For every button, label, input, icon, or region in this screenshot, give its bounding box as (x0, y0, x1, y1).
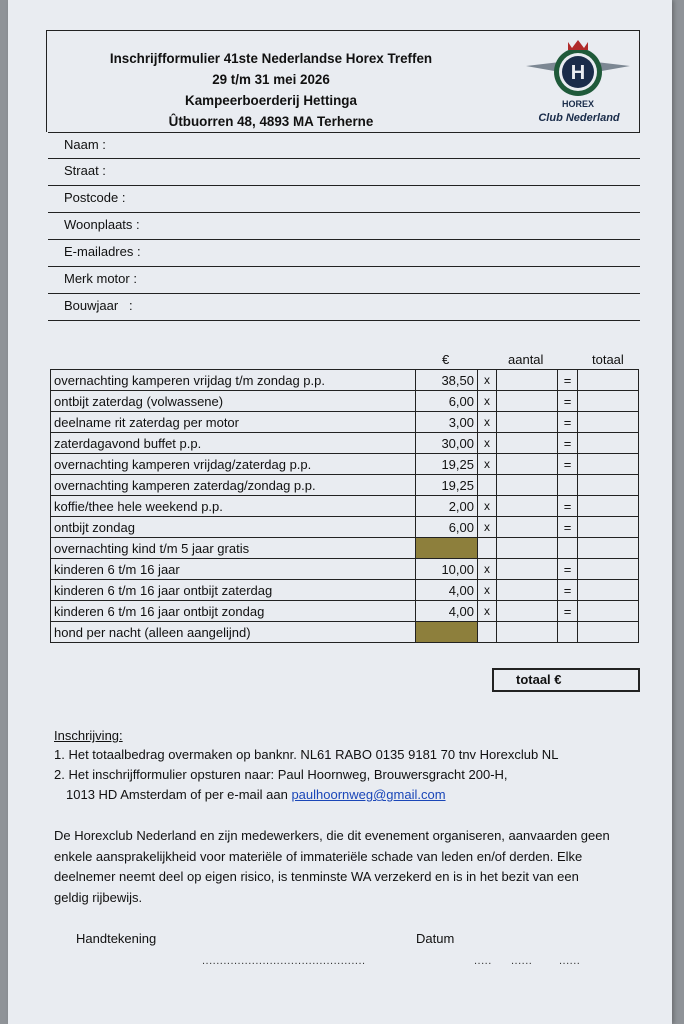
row-multiply: x (478, 454, 497, 475)
row-total-input[interactable] (578, 391, 639, 412)
datum-label: Datum (416, 931, 455, 946)
totaal-box[interactable]: totaal € (492, 668, 640, 692)
row-price: 6,00 (416, 517, 478, 538)
form-sheet (8, 0, 672, 1024)
price-row (51, 580, 639, 601)
row-equals (558, 475, 578, 496)
price-row (51, 559, 639, 580)
price-row (51, 391, 639, 412)
header-title (48, 48, 494, 132)
header-line-1: Inschrijfformulier 41ste Nederlandse Horex Treffen (109, 51, 433, 66)
row-total-input[interactable] (578, 370, 639, 391)
row-price: 4,00 (416, 580, 478, 601)
row-description: overnachting kamperen vrijdag t/m zondag p.p. (51, 370, 416, 391)
row-multiply (478, 622, 497, 643)
field-emailadres[interactable]: E-mailadres : (48, 240, 640, 267)
row-equals: = (558, 454, 578, 475)
logo-letter: H (570, 62, 586, 84)
row-price: 30,00 (416, 433, 478, 454)
col-head-totaal: totaal (592, 352, 624, 367)
handtekening-label: Handtekening (76, 931, 157, 946)
row-description: kinderen 6 t/m 16 jaar ontbijt zaterdag (51, 580, 416, 601)
row-aantal-input[interactable] (497, 538, 558, 559)
price-row (51, 433, 639, 454)
field-merk-motor[interactable]: Merk motor : (48, 267, 640, 294)
row-description: overnachting kamperen vrijdag/zaterdag p.p. (51, 454, 416, 475)
price-row (51, 622, 639, 643)
row-multiply: x (478, 496, 497, 517)
price-row (51, 412, 639, 433)
col-head-aantal: aantal (508, 352, 544, 367)
row-aantal-input[interactable] (497, 454, 558, 475)
disclaimer-text: De Horexclub Nederland en zijn medewerkers, die dit evenement organiseren, aanvaarden geen enkele aansprakelijkheid voor materiële of immateriële schade van leden en/of derden. Elke deelnemer neemt deel op eigen risico, is tenminste WA verzekerd en is in het bezit van een geldig rijbewijs. (54, 828, 610, 905)
row-equals: = (558, 496, 578, 517)
logo-word: HOREX (561, 99, 595, 109)
header-line-2: 29 t/m 31 mei 2026 (212, 72, 330, 87)
row-aantal-input[interactable] (497, 475, 558, 496)
row-aantal-input[interactable] (497, 559, 558, 580)
row-price (416, 622, 478, 643)
row-price: 38,50 (416, 370, 478, 391)
row-price: 19,25 (416, 454, 478, 475)
row-total-input[interactable] (578, 601, 639, 622)
inschrijving-line-1: 1. Het totaalbedrag overmaken op banknr. NL61 RABO 0135 9181 70 tnv Horexclub NL (54, 747, 559, 762)
row-total-input[interactable] (578, 580, 639, 601)
signature-line[interactable]: .............................................. (202, 955, 366, 967)
inschrijving-line-2: 2. Het inschrijfformulier opsturen naar: Paul Hoornweg, Brouwersgracht 200-H, (54, 767, 508, 782)
row-price: 6,00 (416, 391, 478, 412)
row-total-input[interactable] (578, 412, 639, 433)
field-woonplaats[interactable]: Woonplaats : (48, 213, 640, 240)
row-aantal-input[interactable] (497, 496, 558, 517)
inschrijving-line-3-text: 1013 HD Amsterdam of per e-mail aan (66, 787, 292, 802)
row-total-input[interactable] (578, 559, 639, 580)
row-equals (558, 622, 578, 643)
price-row (51, 538, 639, 559)
row-multiply (478, 475, 497, 496)
row-description: hond per nacht (alleen aangelijnd) (51, 622, 416, 643)
row-description: koffie/thee hele weekend p.p. (51, 496, 416, 517)
row-total-input[interactable] (578, 496, 639, 517)
date-year-line[interactable]: ...... (559, 955, 581, 967)
row-multiply: x (478, 517, 497, 538)
row-price: 4,00 (416, 601, 478, 622)
field-postcode[interactable]: Postcode : (48, 186, 640, 213)
row-equals: = (558, 580, 578, 601)
logo-subtitle: Club Nederland (538, 112, 620, 124)
row-description: deelname rit zaterdag per motor (51, 412, 416, 433)
row-total-input[interactable] (578, 517, 639, 538)
logo-crown (568, 40, 588, 50)
price-row (51, 475, 639, 496)
row-price: 3,00 (416, 412, 478, 433)
price-row (51, 370, 639, 391)
row-price: 2,00 (416, 496, 478, 517)
row-price: 10,00 (416, 559, 478, 580)
row-equals (558, 538, 578, 559)
row-equals: = (558, 517, 578, 538)
row-aantal-input[interactable] (497, 622, 558, 643)
row-aantal-input[interactable] (497, 412, 558, 433)
header-line-3: Kampeerboerderij Hettinga (185, 93, 357, 108)
row-price: 19,25 (416, 475, 478, 496)
row-equals: = (558, 412, 578, 433)
row-total-input[interactable] (578, 475, 639, 496)
row-equals: = (558, 559, 578, 580)
row-equals: = (558, 370, 578, 391)
field-bouwjaar[interactable]: Bouwjaar : (48, 294, 640, 321)
price-table (50, 369, 639, 643)
inschrijving-line-3 (66, 785, 446, 805)
row-description: ontbijt zondag (51, 517, 416, 538)
row-description: kinderen 6 t/m 16 jaar (51, 559, 416, 580)
row-description: zaterdagavond buffet p.p. (51, 433, 416, 454)
row-equals: = (558, 433, 578, 454)
header-line-4: Ûtbuorren 48, 4893 MA Terherne (168, 114, 374, 129)
inschrijving-heading: Inschrijving: (54, 728, 123, 743)
row-aantal-input[interactable] (497, 433, 558, 454)
row-total-input[interactable] (578, 454, 639, 475)
row-aantal-input[interactable] (497, 391, 558, 412)
col-head-euro: € (442, 352, 450, 367)
row-multiply (478, 538, 497, 559)
field-straat[interactable]: Straat : (48, 159, 640, 186)
row-total-input[interactable] (578, 538, 639, 559)
email-link[interactable]: paulhoornweg@gmail.com (291, 787, 446, 802)
row-aantal-input[interactable] (497, 601, 558, 622)
row-multiply: x (478, 580, 497, 601)
row-price (416, 538, 478, 559)
row-description: overnachting kamperen zaterdag/zondag p.p. (51, 475, 416, 496)
row-aantal-input[interactable] (497, 580, 558, 601)
row-multiply: x (478, 559, 497, 580)
row-equals: = (558, 391, 578, 412)
row-total-input[interactable] (578, 433, 639, 454)
row-multiply: x (478, 433, 497, 454)
price-row (51, 601, 639, 622)
date-month-line[interactable]: ...... (511, 955, 533, 967)
row-multiply: x (478, 412, 497, 433)
field-naam[interactable]: Naam : (48, 132, 640, 159)
row-description: overnachting kind t/m 5 jaar gratis (51, 538, 416, 559)
price-row (51, 517, 639, 538)
row-total-input[interactable] (578, 622, 639, 643)
row-aantal-input[interactable] (497, 370, 558, 391)
row-equals: = (558, 601, 578, 622)
row-description: kinderen 6 t/m 16 jaar ontbijt zondag (51, 601, 416, 622)
row-multiply: x (478, 601, 497, 622)
row-multiply: x (478, 391, 497, 412)
date-day-line[interactable]: ..... (474, 955, 492, 967)
price-row (51, 454, 639, 475)
row-description: ontbijt zaterdag (volwassene) (51, 391, 416, 412)
row-aantal-input[interactable] (497, 517, 558, 538)
row-multiply: x (478, 370, 497, 391)
price-row (51, 496, 639, 517)
